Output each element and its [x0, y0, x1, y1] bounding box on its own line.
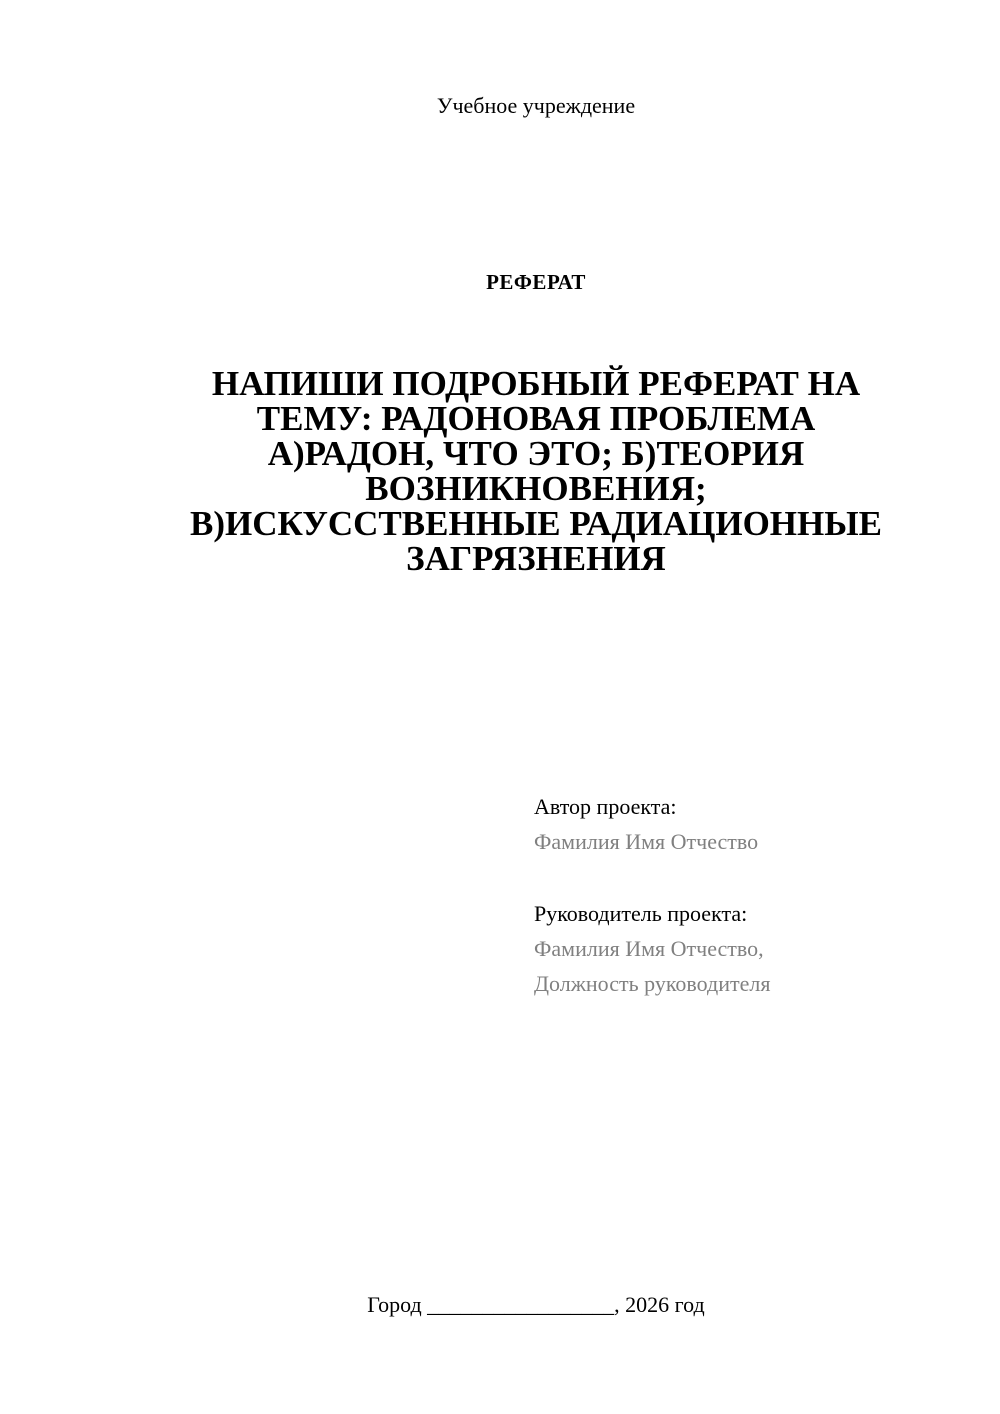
document-type: РЕФЕРАТ	[486, 270, 586, 294]
credits-block	[534, 789, 974, 1001]
title-line: ВОЗНИКНОВЕНИЯ;	[365, 469, 707, 508]
city-year-footer: Город _________________, 2026 год	[367, 1292, 705, 1317]
supervisor-name: Фамилия Имя Отчество,	[534, 936, 764, 961]
author-name: Фамилия Имя Отчество	[534, 829, 759, 854]
document-title	[140, 366, 932, 576]
title-line: НАПИШИ ПОДРОБНЫЙ РЕФЕРАТ НА	[211, 364, 861, 403]
title-line: В)ИСКУССТВЕННЫЕ РАДИАЦИОННЫЕ	[190, 504, 882, 543]
title-line: А)РАДОН, ЧТО ЭТО; Б)ТЕОРИЯ	[267, 434, 805, 473]
supervisor-label: Руководитель проекта:	[534, 901, 748, 926]
title-line: ЗАГРЯЗНЕНИЯ	[406, 539, 666, 578]
title-line: ТЕМУ: РАДОНОВАЯ ПРОБЛЕМА	[256, 399, 816, 438]
author-label: Автор проекта:	[534, 794, 677, 819]
supervisor-position: Должность руководителя	[534, 971, 771, 996]
institution-name: Учебное учреждение	[436, 93, 636, 118]
credits-spacer	[534, 859, 974, 896]
